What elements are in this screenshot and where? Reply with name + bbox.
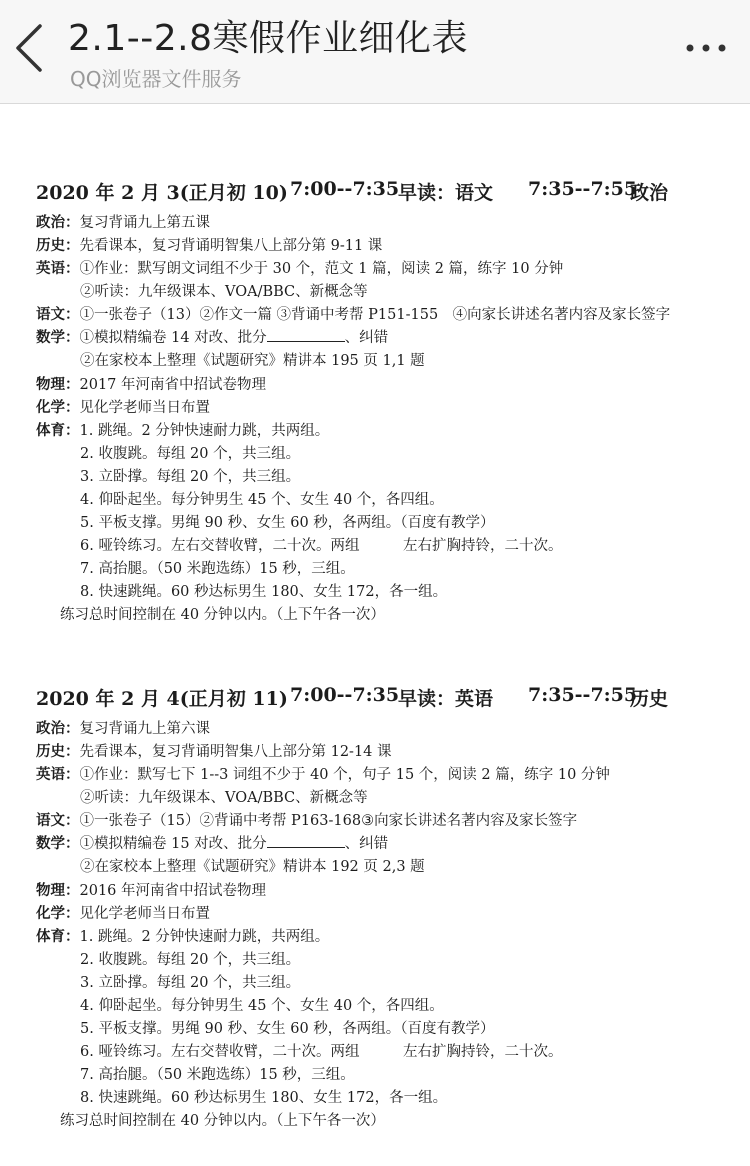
politics-label: 政治： xyxy=(36,214,80,231)
chevron-left-icon xyxy=(6,18,50,78)
politics-text: 复习背诵九上第五课 xyxy=(79,215,210,231)
second-subject: 历史 xyxy=(630,688,669,710)
morning-subject: 早读：语文 xyxy=(398,182,494,204)
pe-item: 5. 平板支撑。男绳 90 秒、女生 60 秒，各两组。（百度有教学） xyxy=(80,515,495,531)
english-row-2: ②听读：九年级课本、VOA/BBC、新概念等 xyxy=(80,284,368,300)
politics-label: 政治： xyxy=(36,720,80,737)
document-source: QQ浏览器文件服务 xyxy=(70,67,242,91)
pe-item: 2. 收腹跳。每组 20 个，共三组。 xyxy=(80,952,301,968)
physics-label: 物理： xyxy=(36,882,80,899)
pe-item: 3. 立卧撑。每组 20 个，共三组。 xyxy=(80,469,301,485)
politics-text: 复习背诵九上第六课 xyxy=(79,721,210,737)
physics-label: 物理： xyxy=(36,376,80,393)
math-label: 数学： xyxy=(36,329,80,346)
morning-time: 7:00--7:35 xyxy=(290,178,400,200)
pe-label: 体育： xyxy=(36,422,80,439)
politics-row xyxy=(36,212,210,234)
math-text-end: 、纠错 xyxy=(344,836,389,852)
history-row xyxy=(36,741,392,763)
pe-item: 4. 仰卧起坐。每分钟男生 45 个、女生 40 个，各四组。 xyxy=(80,998,444,1014)
pe-note: 练习总时间控制在 40 分钟以内。（上下午各一次） xyxy=(60,1113,385,1129)
math-row xyxy=(36,833,388,855)
second-subject: 政治 xyxy=(630,182,669,204)
top-bar xyxy=(0,0,750,104)
chemistry-text: 见化学老师当日布置 xyxy=(79,906,210,922)
second-time: 7:35--7:55 xyxy=(528,178,638,200)
physics-text: 2016 年河南省中招试卷物理 xyxy=(79,883,267,899)
english-label: 英语： xyxy=(36,766,80,783)
english-row xyxy=(36,258,563,280)
pe-item: 8. 快速跳绳。60 秒达标男生 180、女生 172，各一组。 xyxy=(80,1090,448,1106)
history-text: 先看课本，复习背诵明智集八上部分第 12-14 课 xyxy=(79,744,392,760)
physics-row xyxy=(36,374,266,396)
history-label: 历史： xyxy=(36,743,80,760)
pe-item: 5. 平板支撑。男绳 90 秒、女生 60 秒，各两组。（百度有教学） xyxy=(80,1021,495,1037)
english-row xyxy=(36,764,610,786)
chinese-row xyxy=(36,304,670,326)
chinese-label: 语文： xyxy=(36,306,80,323)
pe-item: 1. 跳绳。2 分钟快速耐力跳，共两组。 xyxy=(79,929,330,945)
chemistry-label: 化学： xyxy=(36,399,80,416)
pe-item: 2. 收腹跳。每组 20 个，共三组。 xyxy=(80,446,301,462)
day-heading xyxy=(36,684,736,714)
history-label: 历史： xyxy=(36,237,80,254)
blank-underline xyxy=(267,329,345,342)
pe-row xyxy=(36,926,329,948)
physics-text: 2017 年河南省中招试卷物理 xyxy=(79,377,267,393)
math-text-end: 、纠错 xyxy=(344,330,389,346)
document-title: 2.1--2.8寒假作业细化表 xyxy=(68,18,468,59)
chinese-row xyxy=(36,810,577,832)
chemistry-text: 见化学老师当日布置 xyxy=(79,400,210,416)
pe-item: 1. 跳绳。2 分钟快速耐力跳，共两组。 xyxy=(79,423,330,439)
more-button[interactable] xyxy=(684,36,728,60)
math-label: 数学： xyxy=(36,835,80,852)
pe-item: 3. 立卧撑。每组 20 个，共三组。 xyxy=(80,975,301,991)
pe-item: 6. 哑铃练习。左右交替收臂，二十次。两组 左右扩胸持铃，二十次。 xyxy=(80,538,563,554)
pe-item: 7. 高抬腿。（50 米跑选练）15 秒，三组。 xyxy=(80,561,355,577)
blank-underline xyxy=(267,835,345,848)
math-row-2: ②在家校本上整理《试题研究》精讲本 192 页 2,3 题 xyxy=(80,859,425,875)
chinese-label: 语文： xyxy=(36,812,80,829)
second-time: 7:35--7:55 xyxy=(528,684,638,706)
document-page xyxy=(0,104,750,1166)
more-dots-icon xyxy=(684,36,728,60)
english-label: 英语： xyxy=(36,260,80,277)
math-row-2: ②在家校本上整理《试题研究》精讲本 195 页 1,1 题 xyxy=(80,353,425,369)
chemistry-row xyxy=(36,397,210,419)
math-text: ①模拟精编卷 15 对改、批分 xyxy=(79,836,267,852)
math-text: ①模拟精编卷 14 对改、批分 xyxy=(79,330,267,346)
back-button[interactable] xyxy=(6,18,50,78)
day-date: 2020 年 2 月 3(正月初 10) xyxy=(36,182,288,204)
english-row-2: ②听读：九年级课本、VOA/BBC、新概念等 xyxy=(80,790,368,806)
history-row xyxy=(36,235,382,257)
chinese-text: ①一张卷子（15）②背诵中考帮 P163-168③向家长讲述名著内容及家长签字 xyxy=(79,813,578,829)
history-text: 先看课本，复习背诵明智集八上部分第 9-11 课 xyxy=(79,238,383,254)
pe-row xyxy=(36,420,329,442)
politics-row xyxy=(36,718,210,740)
pe-item: 4. 仰卧起坐。每分钟男生 45 个、女生 40 个，各四组。 xyxy=(80,492,444,508)
math-row xyxy=(36,327,388,349)
english-text: ①作业：默写七下 1--3 词组不少于 40 个，句子 15 个，阅读 2 篇，练字 10 分钟 xyxy=(79,767,610,783)
chemistry-label: 化学： xyxy=(36,905,80,922)
day-heading xyxy=(36,178,736,208)
pe-note: 练习总时间控制在 40 分钟以内。（上下午各一次） xyxy=(60,607,385,623)
morning-time: 7:00--7:35 xyxy=(290,684,400,706)
pe-item: 7. 高抬腿。（50 米跑选练）15 秒，三组。 xyxy=(80,1067,355,1083)
chemistry-row xyxy=(36,903,210,925)
morning-subject: 早读：英语 xyxy=(398,688,494,710)
english-text: ①作业：默写朗文词组不少于 30 个，范文 1 篇，阅读 2 篇，练字 10 分钟 xyxy=(79,261,564,277)
chinese-text: ①一张卷子（13）②作文一篇 ③背诵中考帮 P151-155 ④向家长讲述名著内容及家长签字 xyxy=(79,307,671,323)
pe-label: 体育： xyxy=(36,928,80,945)
physics-row xyxy=(36,880,266,902)
pe-item: 8. 快速跳绳。60 秒达标男生 180、女生 172，各一组。 xyxy=(80,584,448,600)
day-date: 2020 年 2 月 4(正月初 11) xyxy=(36,688,288,710)
pe-item: 6. 哑铃练习。左右交替收臂，二十次。两组 左右扩胸持铃，二十次。 xyxy=(80,1044,563,1060)
